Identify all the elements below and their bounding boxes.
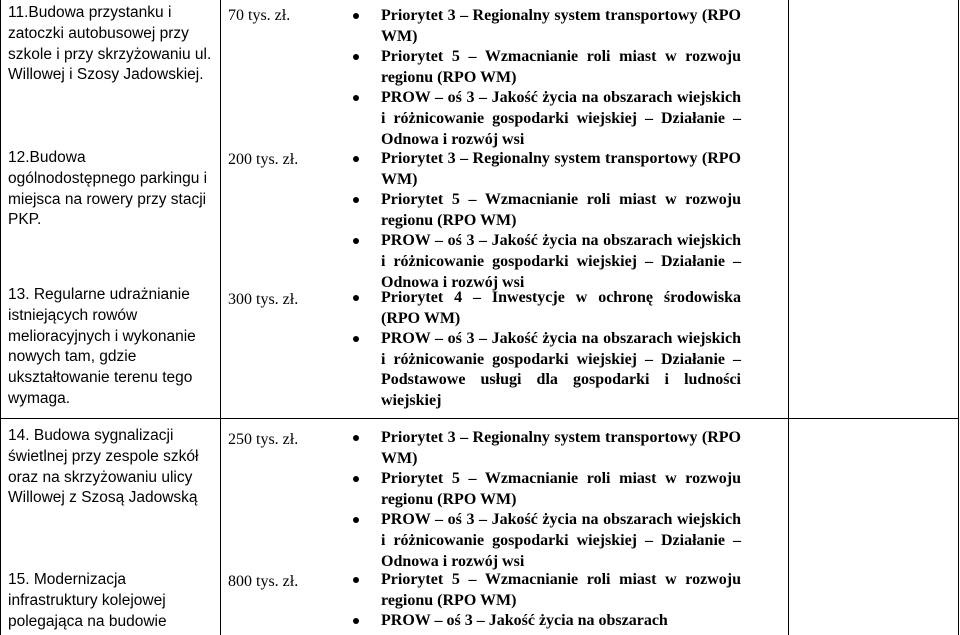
amount-cell: 800 tys. zł. — [228, 573, 299, 590]
funding-source-item: Priorytet 5 – Wzmacnianie roli miast w rozwoju regionu (RPO WM) — [351, 47, 741, 88]
funding-source-item: Priorytet 3 – Regionalny system transportowy (RPO WM) — [351, 149, 741, 190]
bullet-icon — [353, 517, 359, 523]
funding-source-item: Priorytet 5 – Wzmacnianie roli miast w rozwoju regionu (RPO WM) — [351, 469, 741, 510]
row-divider — [0, 418, 959, 419]
column-divider — [958, 0, 959, 635]
funding-source-item: Priorytet 3 – Regionalny system transportowy (RPO WM) — [351, 428, 741, 469]
task-cell: 14. Budowa sygnalizacji świetlnej przy zespole szkół oraz na skrzyżowaniu ulicy Willowej z Szosą Jadowską — [8, 427, 199, 507]
bullet-icon — [353, 618, 359, 624]
bullet-icon — [353, 435, 359, 441]
funding-source-item: PROW – oś 3 – Jakość życia na obszarach wiejskich i różnicowanie gospodarki wiejskiej – Działanie – Odnowa i rozwój wsi — [351, 231, 741, 293]
bullet-icon — [353, 336, 359, 342]
task-cell: 11.Budowa przystanku i zatoczki autobusowej przy szkole i przy skrzyżowaniu ul. Willowej i Szosy Jadowskiej. — [8, 4, 212, 84]
bullet-icon — [353, 238, 359, 244]
funding-source-item: Priorytet 5 – Wzmacnianie roli miast w rozwoju regionu (RPO WM) — [351, 190, 741, 231]
funding-source-item: PROW – oś 3 – Jakość życia na obszarach wiejskich i różnicowanie gospodarki wiejskiej – Działanie – Podstawowe usługi dla gospodarki i ludności wiejskiej — [351, 329, 741, 411]
amount-cell: 70 tys. zł. — [228, 7, 291, 24]
amount-cell: 250 tys. zł. — [228, 431, 299, 448]
funding-sources — [381, 6, 771, 150]
amount-cell: 200 tys. zł. — [228, 151, 299, 168]
bullet-icon — [353, 156, 359, 162]
bullet-icon — [353, 197, 359, 203]
funding-sources — [381, 149, 771, 293]
funding-source-item: Priorytet 3 – Regionalny system transportowy (RPO WM) — [351, 6, 741, 47]
bullet-icon — [353, 577, 359, 583]
funding-source-item: Priorytet 5 – Wzmacnianie roli miast w rozwoju regionu (RPO WM) — [351, 570, 741, 611]
task-cell: 15. Modernizacja infrastruktury kolejowej polegająca na budowie — [8, 571, 167, 630]
column-divider — [788, 0, 789, 635]
funding-source-item: PROW – oś 3 – Jakość życia na obszarach wiejskich i różnicowanie gospodarki wiejskiej – Działanie – Odnowa i rozwój wsi — [351, 88, 741, 150]
column-divider — [0, 0, 1, 635]
funding-sources — [381, 428, 771, 572]
funding-source-item: Priorytet 4 – Inwestycje w ochronę środowiska (RPO WM) — [351, 288, 741, 329]
bullet-icon — [353, 13, 359, 19]
funding-sources — [381, 570, 771, 632]
bullet-icon — [353, 295, 359, 301]
amount-cell: 300 tys. zł. — [228, 291, 299, 308]
bullet-icon — [353, 476, 359, 482]
task-cell: 13. Regularne udrażnianie istniejących rowów melioracyjnych i wykonanie nowych tam, gdzie ukształtowanie terenu tego wymaga. — [8, 286, 196, 407]
funding-source-item: PROW – oś 3 – Jakość życia na obszarach — [351, 611, 741, 632]
funding-source-item: PROW – oś 3 – Jakość życia na obszarach wiejskich i różnicowanie gospodarki wiejskiej – Działanie – Odnowa i rozwój wsi — [351, 510, 741, 572]
column-divider — [220, 0, 221, 635]
funding-sources — [381, 288, 771, 412]
task-cell: 12.Budowa ogólnodostępnego parkingu i miejsca na rowery przy stacji PKP. — [8, 149, 208, 229]
bullet-icon — [353, 54, 359, 60]
bullet-icon — [353, 95, 359, 101]
